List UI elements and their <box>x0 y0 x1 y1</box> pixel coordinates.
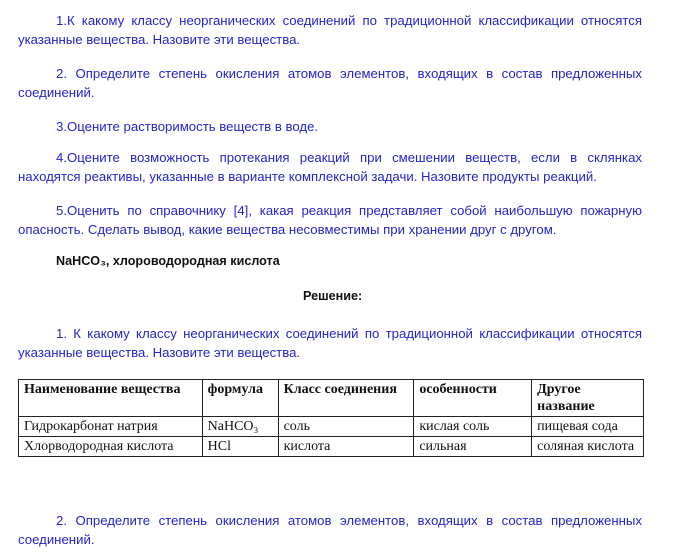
task-question-2: 2. Определите степень окисления атомов элементов, входящих в состав предложенных соединений. <box>18 66 642 100</box>
solution-step-1: 1. К какому классу неорганических соединений по традиционной классификации относятся указанные вещества. Назовите эти вещества. <box>18 326 642 360</box>
cell-name: Хлорводородная кислота <box>19 437 203 457</box>
cell-formula: HCl <box>202 437 278 457</box>
table-row <box>19 437 644 457</box>
cell-features: сильная <box>414 437 532 457</box>
table-header-row <box>19 380 644 417</box>
header-features: особенности <box>414 380 532 417</box>
cell-class: кислота <box>278 437 414 457</box>
task-question-5: 5.Оценить по справочнику [4], какая реакция представляет собой наибольшую пожарную опасность. Сделать вывод, какие вещества несовместимы при хранении друг с другом. <box>18 203 642 237</box>
header-other-name: Другое название <box>532 380 644 417</box>
cell-other-name: соляная кислота <box>532 437 644 457</box>
cell-name: Гидрокарбонат натрия <box>19 417 203 437</box>
cell-other-name: пищевая сода <box>532 417 644 437</box>
cell-formula: NaHCO₃ <box>202 417 278 437</box>
header-name: Наименование вещества <box>19 380 203 417</box>
substances-table <box>18 379 644 457</box>
solution-step-2: 2. Определите степень окисления атомов элементов, входящих в состав предложенных соединений. <box>18 513 642 547</box>
header-formula: формула <box>202 380 278 417</box>
task-question-4: 4.Оцените возможность протекания реакций при смешении веществ, если в склянках находятся реактивы, указанные в варианте комплексной задачи. Назовите продукты реакций. <box>18 150 642 184</box>
cell-class: соль <box>278 417 414 437</box>
task-question-1: 1.К какому классу неорганических соединений по традиционной классификации относятся указанные вещества. Назовите эти вещества. <box>18 13 642 47</box>
table-row <box>19 417 644 437</box>
task-substances: NaHCO₃, хлороводородная кислота <box>56 254 280 268</box>
solution-heading: Решение: <box>303 289 363 303</box>
task-question-3: 3.Оцените растворимость веществ в воде. <box>56 119 319 134</box>
header-class: Класс соединения <box>278 380 414 417</box>
cell-features: кислая соль <box>414 417 532 437</box>
